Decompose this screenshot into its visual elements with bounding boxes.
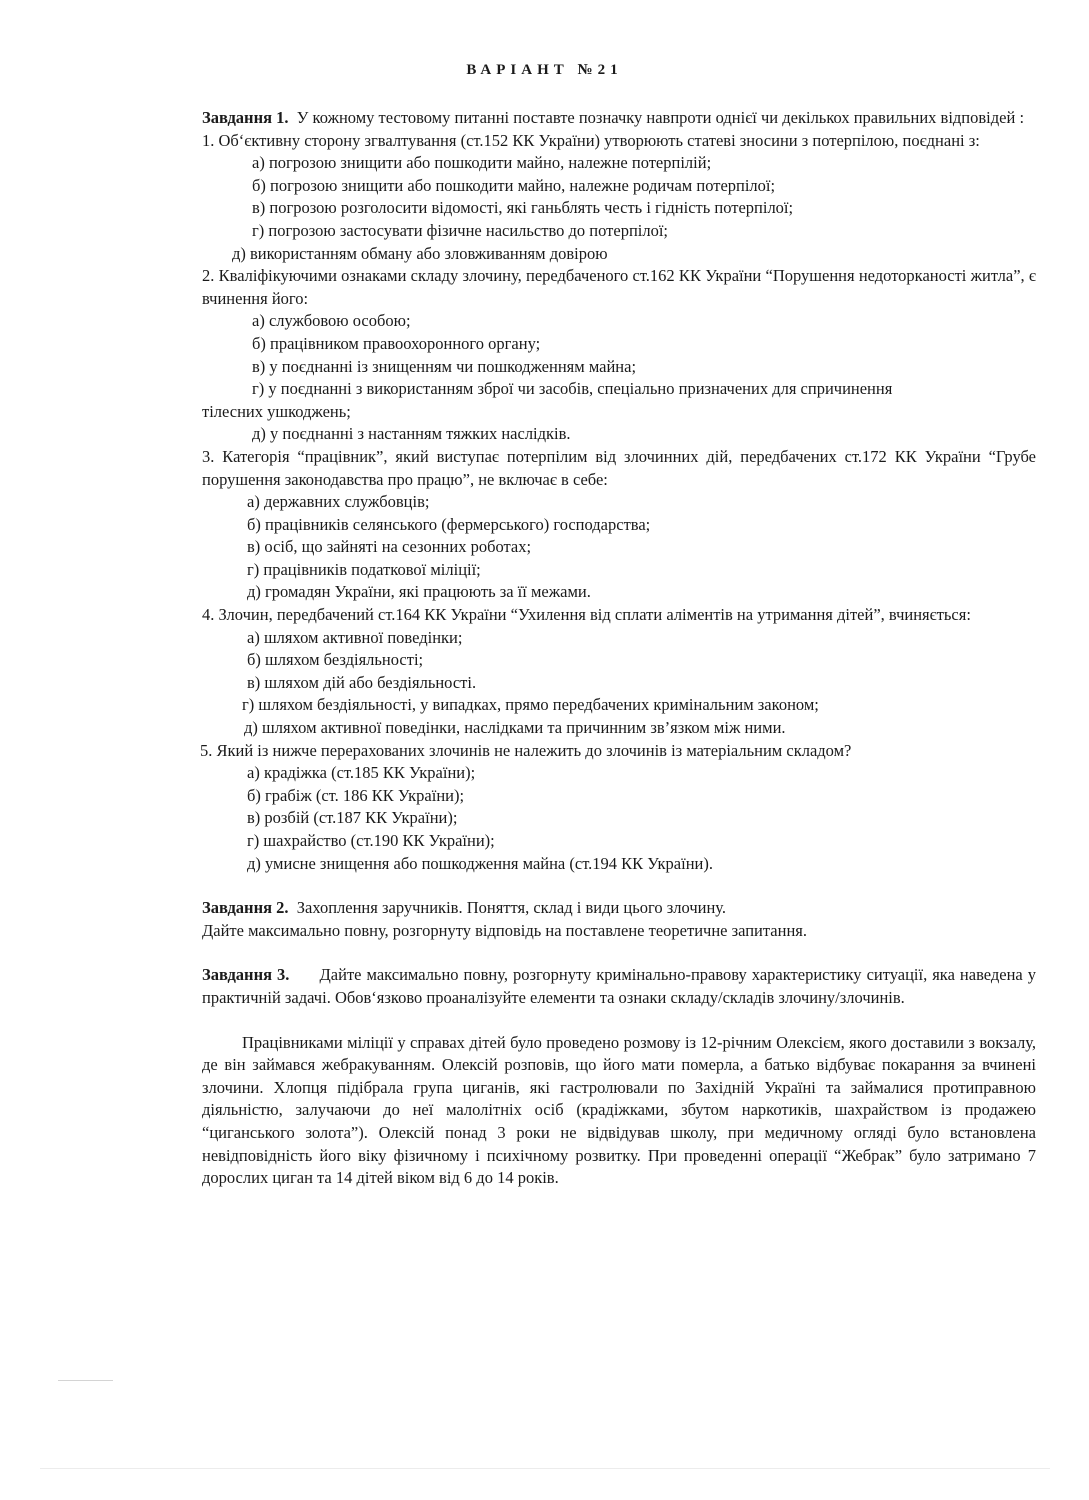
task1-label: Завдання 1. xyxy=(202,108,289,127)
question-2-option-d: д) у поєднанні з настанням тяжких наслідків. xyxy=(252,424,571,444)
question-1-option-b: б) погрозою знищити або пошкодити майно, належне родичам потерпілої; xyxy=(252,175,776,195)
question-4: 4. Злочин, передбачений ст.164 КК України “Ухилення від сплати аліментів на утримання дітей”, вчиняється: xyxy=(202,605,971,625)
question-3-option-v: в) осіб, що зайняті на сезонних роботах; xyxy=(247,537,532,557)
question-5: 5. Який із нижче перерахованих злочинів не належить до злочинів із матеріальним складом? xyxy=(200,740,852,760)
question-5-option-b: б) грабіж (ст. 186 КК України); xyxy=(247,785,465,805)
question-5-option-a: а) крадіжка (ст.185 КК України); xyxy=(247,763,476,783)
question-5-option-v: в) розбій (ст.187 КК України); xyxy=(247,808,458,828)
scan-edge-line xyxy=(40,1468,1050,1469)
document-body xyxy=(202,107,1036,1190)
question-2-option-g-continued: тілесних ушкоджень; xyxy=(202,401,351,421)
task3-heading xyxy=(202,964,1036,1009)
task3-text: Дайте максимально повну, розгорнуту кримінально-правову характеристику ситуації, яка наведена у практичній задачі. Обов‘язково проаналізуйте елементи та ознаки складу/складів злочину/злочинів. xyxy=(202,965,1037,1007)
spacer xyxy=(202,942,1036,964)
spacer xyxy=(202,875,1036,897)
variant-title: ВАРІАНТ №21 xyxy=(466,62,623,78)
question-1-option-a: а) погрозою знищити або пошкодити майно, належне потерпілій; xyxy=(252,153,712,173)
question-3-option-b: б) працівників селянського (фермерського) господарства; xyxy=(247,514,651,534)
task2-instruction: Дайте максимально повну, розгорнуту відповідь на поставлене теоретичне запитання. xyxy=(202,920,807,940)
question-5-option-g: г) шахрайство (ст.190 КК України); xyxy=(247,831,495,850)
question-2-option-v: в) у поєднанні із знищенням чи пошкодженням майна; xyxy=(252,356,637,376)
question-2-option-a: а) службовою особою; xyxy=(252,311,411,331)
question-1-option-g: г) погрозою застосувати фізичне насильство до потерпілої; xyxy=(252,220,669,240)
question-3: 3. Категорія “працівник”, який виступає потерпілим від злочинних дій, передбачених ст.172 КК України “Грубе порушення законодавства про працю”, не включає в себе: xyxy=(202,446,1036,489)
question-4-option-v: в) шляхом дій або бездіяльності. xyxy=(247,672,477,692)
scan-mark xyxy=(58,1380,113,1381)
question-1-option-d: д) використанням обману або зловживанням довірою xyxy=(232,243,608,263)
task3-label: Завдання 3. xyxy=(202,965,290,985)
task2-label: Завдання 2. xyxy=(202,898,289,918)
question-2: 2. Кваліфікуючими ознаками складу злочину, передбаченого ст.162 КК України “Порушення недоторканості житла”, є вчинення його: xyxy=(202,266,1036,308)
question-4-option-b: б) шляхом бездіяльності; xyxy=(247,650,424,670)
question-1: 1. Об‘єктивну сторону згвалтування (ст.152 КК України) утворюють статеві зносини з потерпілою, поєднані з: xyxy=(202,130,980,150)
task1-intro xyxy=(202,107,1036,130)
question-4-option-g: г) шляхом бездіяльності, у випадках, прямо передбачених кримінальним законом; xyxy=(242,695,819,715)
question-2-option-g: г) у поєднанні з використанням зброї чи засобів, спеціально призначених для спричинення xyxy=(252,379,893,399)
spacer xyxy=(202,1010,1036,1032)
task2-text: Захоплення заручників. Поняття, склад і види цього злочину. xyxy=(296,898,727,918)
question-4-option-d: д) шляхом активної поведінки, наслідками та причинним зв’язком між ними. xyxy=(244,718,786,738)
question-3-option-g: г) працівників податкової міліції; xyxy=(247,559,481,579)
task3-case: Працівниками міліції у справах дітей було проведено розмову із 12-річним Олексієм, якого доставили з вокзалу, де він займався жебракуванням. Олексій розповів, що його мати померла, а батько відбуває покарання за вчинені злочини. Хлопця підібрала група циганів, які гастролювали по Західній Україні та займалися протиправною діяльністю, залучаючи до неї малолітніх осіб (крадіжками, збутом наркотиків, шахрайством із продажею “циганського золота”). Олексій понад 3 роки не відвідував школу, при медичному огляді було встановлена невідповідність його віку фізичному і психічному розвитку. При проведенні операції “Жебрак” було затримано 7 дорослих циган та 14 дітей віком від 6 до 14 років. xyxy=(202,1032,1036,1188)
question-3-option-d: д) громадян України, які працюють за її межами. xyxy=(247,582,591,602)
question-4-option-a: а) шляхом активної поведінки; xyxy=(247,627,463,647)
question-5-option-d: д) умисне знищення або пошкодження майна (ст.194 КК України). xyxy=(247,853,713,873)
question-2-option-b: б) працівником правоохоронного органу; xyxy=(252,333,541,353)
task2-heading xyxy=(202,897,1036,920)
task1-intro-text: У кожному тестовому питанні поставте позначку навпроти однієї чи декількох правильних відповідей : xyxy=(296,108,1025,127)
question-3-option-a: а) державних службовців; xyxy=(247,492,430,512)
question-1-option-v: в) погрозою розголосити відомості, які ганьблять честь і гідність потерпілої; xyxy=(252,198,794,218)
